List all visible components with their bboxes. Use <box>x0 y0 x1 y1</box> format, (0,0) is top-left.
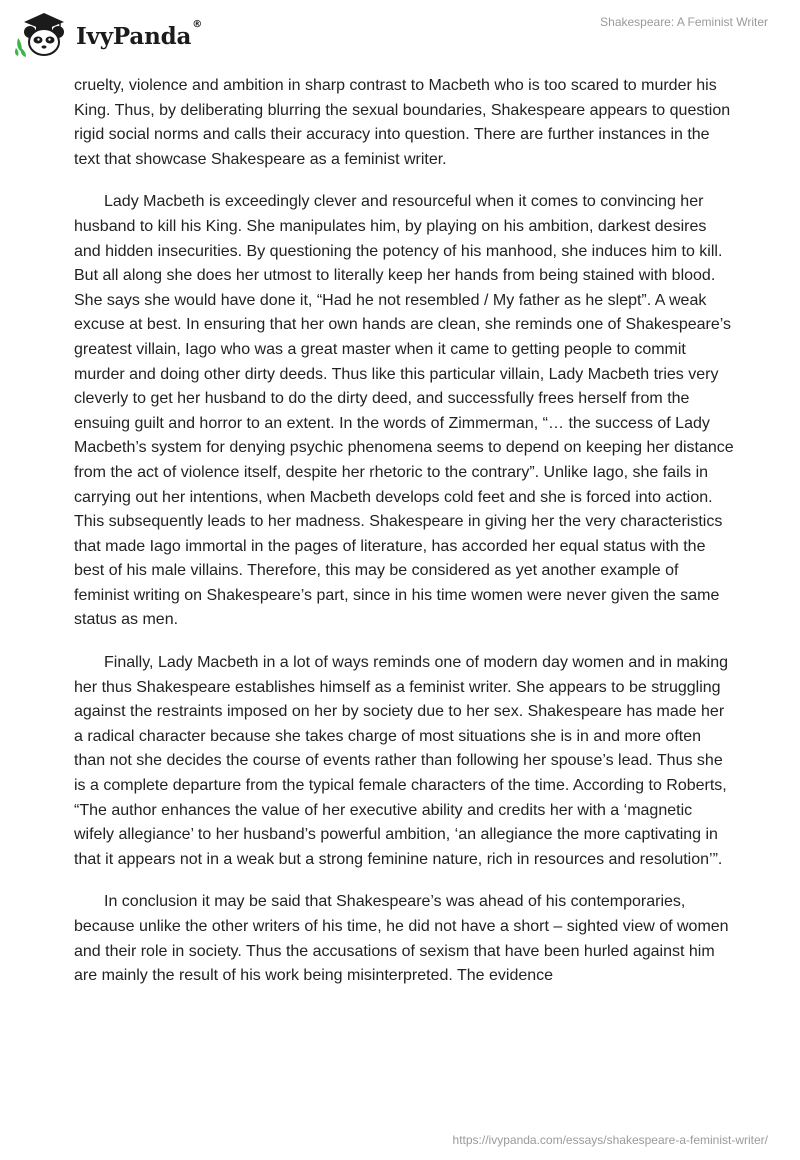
essay-paragraph: Lady Macbeth is exceedingly clever and resourceful when it comes to convincing her husband to kill his King. She manipulates him, by playing on his ambition, darkest desires and hidden insecurities. By questioning the potency of his manhood, she induces him to kill. But all along she does her utmost to literally keep her hands from being stained with blood. She says she would have done it, “Had he not resembled / My father as he slept”. A weak excuse at best. In ensuring that her own hands are clean, she reminds one of Shakespeare’s greatest villain, Iago who was a great master when it came to getting people to commit murder and doing other dirty deeds. Thus like this particular villain, Lady Macbeth tries very cleverly to get her husband to do the dirty deed, and successfully frees herself from the ensuing guilt and horror to an extent. In the words of Zimmerman, “… the success of Lady Macbeth’s system for denying psychic phenomena seems to depend on keeping her distance from the act of violence itself, despite her rhetoric to the contrary”. Unlike Iago, she fails in carrying out her intentions, when Macbeth develops cold feet and she is forced into action. This subsequently leads to her madness. Shakespeare in giving her the very characteristics that made Iago immortal in the pages of literature, has accorded her equal status with the best of his male villains. Therefore, this may be considered as yet another example of feminist writing on Shakespeare’s part, since in his time women were never given the same status as men. <box>74 193 734 629</box>
panda-graduation-cap-icon <box>14 8 70 58</box>
source-url-link[interactable]: https://ivypanda.com/essays/shakespeare-a-feminist-writer/ <box>452 1133 768 1147</box>
essay-paragraph: cruelty, violence and ambition in sharp contrast to Macbeth who is too scared to murder his King. Thus, by deliberating blurring the sexual boundaries, Shakespeare appears to question rigid social norms and calls their accuracy into question. There are further instances in the text that showcase Shakespeare as a feminist writer. <box>74 77 731 168</box>
registered-mark: ® <box>192 18 202 30</box>
essay-paragraph: In conclusion it may be said that Shakespeare’s was ahead of his contemporaries, because unlike the other writers of his time, he did not have a short – sighted view of women and their role in society. Thus the accusations of sexism that have been hurled against him are mainly the result of his work being misinterpreted. The evidence <box>74 893 729 985</box>
essay-paragraph: Finally, Lady Macbeth in a lot of ways reminds one of modern day women and in making her thus Shakespeare establishes himself as a feminist writer. She appears to be struggling against the restraints imposed on her by society due to her sex. Shakespeare has made her a radical character because she takes charge of most situations she is in and more often than not she decides the course of events rather than following her spouse’s lead. Thus she is a complete departure from the typical female characters of the time. According to Roberts, “The author enhances the value of her executive ability and credits her with a ‘magnetic wifely allegiance’ to her husband’s powerful ambition, ‘an allegiance the more captivating in that it appears not in a weak but a strong feminine nature, rich in resources and resolution’”. <box>74 654 729 868</box>
ivypanda-logo[interactable] <box>14 8 202 58</box>
brand-name <box>76 18 202 50</box>
page-header <box>0 0 800 70</box>
document-title: Shakespeare: A Feminist Writer <box>600 15 768 29</box>
brand-name-text: IvyPanda <box>76 22 192 50</box>
essay-body <box>74 74 734 1007</box>
